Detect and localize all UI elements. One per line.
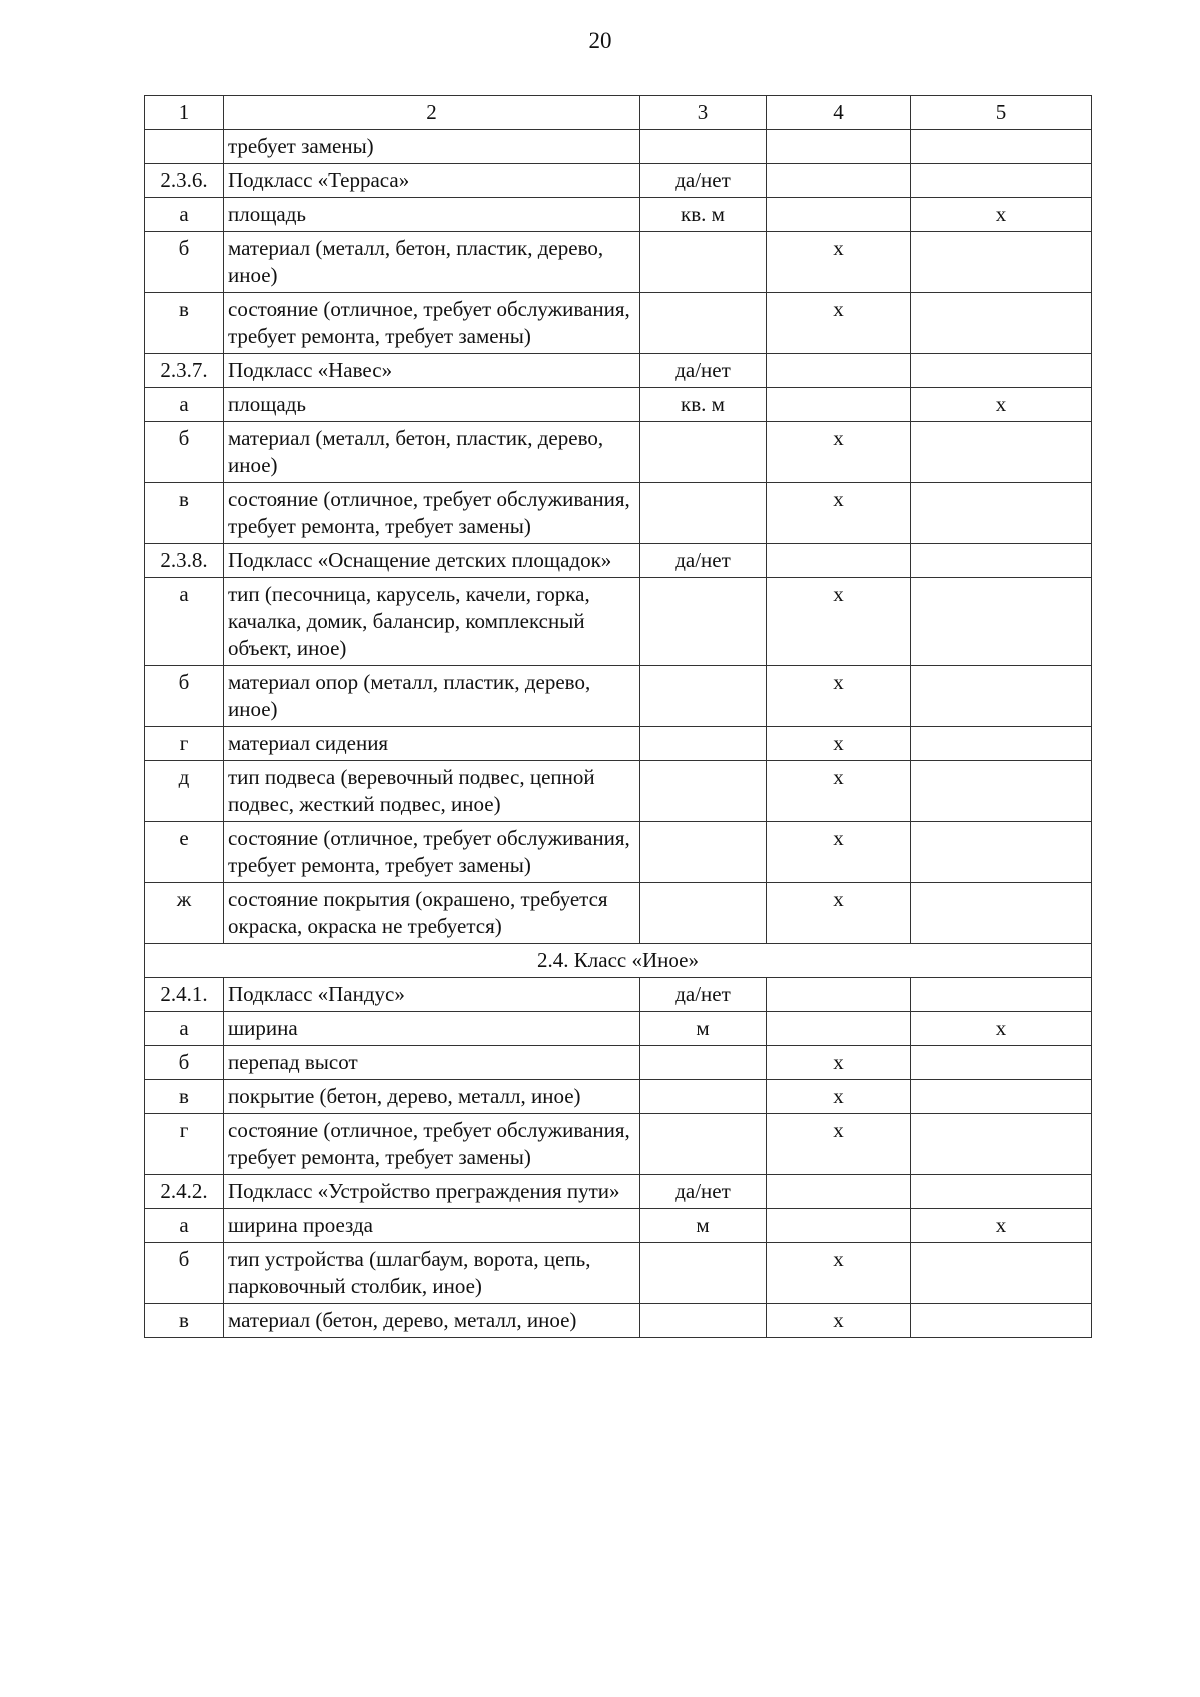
table-cell-c1: 2.3.8. — [145, 544, 224, 578]
table-cell-c2: состояние (отличное, требует обслуживания, требует ремонта, требует замены) — [224, 1114, 640, 1175]
table-row — [145, 761, 1092, 822]
table-row — [145, 388, 1092, 422]
table-row — [145, 422, 1092, 483]
header-cell: 3 — [640, 96, 767, 130]
table-cell-c3 — [640, 1080, 767, 1114]
table-cell-c1: б — [145, 1243, 224, 1304]
table-cell-c3: кв. м — [640, 388, 767, 422]
table-cell-c4: х — [767, 422, 911, 483]
table-cell-c4: х — [767, 1243, 911, 1304]
table-cell-c5 — [911, 354, 1092, 388]
table-row — [145, 578, 1092, 666]
table-cell-c1: в — [145, 293, 224, 354]
table-cell-c5 — [911, 761, 1092, 822]
page-number: 20 — [588, 28, 612, 53]
table-cell-c4 — [767, 164, 911, 198]
table-cell-c1: а — [145, 578, 224, 666]
table-cell-c3: м — [640, 1012, 767, 1046]
table-cell-c2: тип устройства (шлагбаум, ворота, цепь, парковочный столбик, иное) — [224, 1243, 640, 1304]
section-row — [145, 944, 1092, 978]
table-cell-c4: х — [767, 1114, 911, 1175]
table-cell-c2: материал (бетон, дерево, металл, иное) — [224, 1304, 640, 1338]
table-cell-c2: состояние (отличное, требует обслуживания, требует ремонта, требует замены) — [224, 822, 640, 883]
table-cell-c1: б — [145, 232, 224, 293]
table-cell-c2: площадь — [224, 198, 640, 232]
table-cell-c2: тип подвеса (веревочный подвес, цепной подвес, жесткий подвес, иное) — [224, 761, 640, 822]
table-cell-c5 — [911, 422, 1092, 483]
table-row — [145, 354, 1092, 388]
table-cell-c2: материал сидения — [224, 727, 640, 761]
table-cell-c3: да/нет — [640, 164, 767, 198]
table-cell-c3 — [640, 578, 767, 666]
table-cell-c5 — [911, 130, 1092, 164]
table-cell-c4: х — [767, 666, 911, 727]
table-cell-c2: ширина — [224, 1012, 640, 1046]
table-cell-c5 — [911, 1243, 1092, 1304]
table-cell-c3: да/нет — [640, 544, 767, 578]
table-cell-c4: х — [767, 1304, 911, 1338]
table-cell-c1: г — [145, 1114, 224, 1175]
table-cell-c1: а — [145, 388, 224, 422]
table-cell-c5 — [911, 1046, 1092, 1080]
table-cell-c2: площадь — [224, 388, 640, 422]
table-cell-c3 — [640, 1114, 767, 1175]
table-cell-c3 — [640, 727, 767, 761]
table-cell-c5 — [911, 1175, 1092, 1209]
table-cell-c5 — [911, 1114, 1092, 1175]
table-cell-c3: да/нет — [640, 1175, 767, 1209]
table-cell-c3 — [640, 1046, 767, 1080]
table-cell-c1: а — [145, 198, 224, 232]
table-cell-c5 — [911, 666, 1092, 727]
table-cell-c2: перепад высот — [224, 1046, 640, 1080]
table-cell-c3 — [640, 822, 767, 883]
table-cell-c2: Подкласс «Устройство преграждения пути» — [224, 1175, 640, 1209]
table-cell-c2: тип (песочница, карусель, качели, горка, качалка, домик, балансир, комплексный объект, иное) — [224, 578, 640, 666]
table-cell-c1: 2.3.7. — [145, 354, 224, 388]
table-body — [145, 96, 1092, 1338]
header-cell: 1 — [145, 96, 224, 130]
table-cell-c5: х — [911, 388, 1092, 422]
table-cell-c1: б — [145, 666, 224, 727]
table-cell-c1: 2.4.1. — [145, 978, 224, 1012]
table-cell-c5 — [911, 1304, 1092, 1338]
table-cell-c2: требует замены) — [224, 130, 640, 164]
table-cell-c3 — [640, 483, 767, 544]
table-row — [145, 232, 1092, 293]
table-cell-c5 — [911, 883, 1092, 944]
table-cell-c3 — [640, 293, 767, 354]
table-cell-c1: в — [145, 1080, 224, 1114]
table-cell-c1 — [145, 130, 224, 164]
table-cell-c3: да/нет — [640, 354, 767, 388]
table-row — [145, 1209, 1092, 1243]
table-row — [145, 130, 1092, 164]
table-cell-c2: покрытие (бетон, дерево, металл, иное) — [224, 1080, 640, 1114]
table-cell-c1: б — [145, 1046, 224, 1080]
table-row — [145, 1080, 1092, 1114]
document-table — [144, 95, 1092, 1338]
table-row — [145, 164, 1092, 198]
table-cell-c3: кв. м — [640, 198, 767, 232]
section-title: 2.4. Класс «Иное» — [145, 944, 1092, 978]
table-row — [145, 1114, 1092, 1175]
table-row — [145, 198, 1092, 232]
table-cell-c3 — [640, 232, 767, 293]
table-cell-c3: да/нет — [640, 978, 767, 1012]
table-cell-c2: ширина проезда — [224, 1209, 640, 1243]
table-cell-c4 — [767, 544, 911, 578]
table-cell-c4: х — [767, 483, 911, 544]
table-cell-c4: х — [767, 1080, 911, 1114]
table-cell-c5 — [911, 483, 1092, 544]
table-cell-c3: м — [640, 1209, 767, 1243]
table-cell-c5 — [911, 1080, 1092, 1114]
table-cell-c1: в — [145, 1304, 224, 1338]
table-cell-c5 — [911, 578, 1092, 666]
table-cell-c3 — [640, 761, 767, 822]
table-cell-c4 — [767, 1209, 911, 1243]
table-cell-c4 — [767, 1175, 911, 1209]
table-cell-c4 — [767, 198, 911, 232]
table-cell-c4: х — [767, 883, 911, 944]
table-cell-c3 — [640, 130, 767, 164]
table-cell-c4 — [767, 1012, 911, 1046]
table-row — [145, 544, 1092, 578]
table-row — [145, 1012, 1092, 1046]
table-cell-c5 — [911, 544, 1092, 578]
table-cell-c2: состояние (отличное, требует обслуживания, требует ремонта, требует замены) — [224, 293, 640, 354]
table-cell-c2: Подкласс «Навес» — [224, 354, 640, 388]
table-cell-c3 — [640, 666, 767, 727]
table-cell-c4: х — [767, 761, 911, 822]
table-cell-c4 — [767, 354, 911, 388]
table-cell-c1: г — [145, 727, 224, 761]
table-cell-c3 — [640, 883, 767, 944]
table-cell-c2: Подкласс «Терраса» — [224, 164, 640, 198]
table-cell-c1: в — [145, 483, 224, 544]
table-row — [145, 1175, 1092, 1209]
table-cell-c2: Подкласс «Пандус» — [224, 978, 640, 1012]
table-cell-c1: 2.4.2. — [145, 1175, 224, 1209]
table-cell-c1: а — [145, 1012, 224, 1046]
table-cell-c5 — [911, 164, 1092, 198]
table-cell-c5: х — [911, 1209, 1092, 1243]
table-cell-c2: материал (металл, бетон, пластик, дерево, иное) — [224, 422, 640, 483]
table-row — [145, 666, 1092, 727]
table-cell-c5 — [911, 727, 1092, 761]
table-header-row — [145, 96, 1092, 130]
table-row — [145, 293, 1092, 354]
table-cell-c5 — [911, 293, 1092, 354]
table-cell-c2: материал опор (металл, пластик, дерево, иное) — [224, 666, 640, 727]
table-cell-c4: х — [767, 232, 911, 293]
table-cell-c4 — [767, 388, 911, 422]
table-row — [145, 727, 1092, 761]
table-cell-c2: состояние покрытия (окрашено, требуется окраска, окраска не требуется) — [224, 883, 640, 944]
table-row — [145, 1243, 1092, 1304]
table-cell-c1: б — [145, 422, 224, 483]
table-cell-c5: х — [911, 198, 1092, 232]
table-cell-c2: Подкласс «Оснащение детских площадок» — [224, 544, 640, 578]
table-row — [145, 883, 1092, 944]
header-cell: 2 — [224, 96, 640, 130]
table-cell-c1: 2.3.6. — [145, 164, 224, 198]
table-cell-c3 — [640, 1243, 767, 1304]
table-cell-c4: х — [767, 578, 911, 666]
table-row — [145, 822, 1092, 883]
table-row — [145, 1046, 1092, 1080]
table-cell-c4 — [767, 978, 911, 1012]
table-cell-c2: материал (металл, бетон, пластик, дерево, иное) — [224, 232, 640, 293]
table-cell-c5 — [911, 232, 1092, 293]
table-cell-c1: ж — [145, 883, 224, 944]
table-cell-c1: е — [145, 822, 224, 883]
table-cell-c4: х — [767, 1046, 911, 1080]
header-cell: 5 — [911, 96, 1092, 130]
table-cell-c4: х — [767, 822, 911, 883]
table-cell-c5 — [911, 822, 1092, 883]
table-row — [145, 1304, 1092, 1338]
table-cell-c5 — [911, 978, 1092, 1012]
header-cell: 4 — [767, 96, 911, 130]
table-cell-c2: состояние (отличное, требует обслуживания, требует ремонта, требует замены) — [224, 483, 640, 544]
table-cell-c4: х — [767, 727, 911, 761]
table-cell-c1: а — [145, 1209, 224, 1243]
table-row — [145, 483, 1092, 544]
table-cell-c3 — [640, 1304, 767, 1338]
table-cell-c1: д — [145, 761, 224, 822]
table-row — [145, 978, 1092, 1012]
table-cell-c5: х — [911, 1012, 1092, 1046]
table-cell-c3 — [640, 422, 767, 483]
table-cell-c4 — [767, 130, 911, 164]
table-cell-c4: х — [767, 293, 911, 354]
